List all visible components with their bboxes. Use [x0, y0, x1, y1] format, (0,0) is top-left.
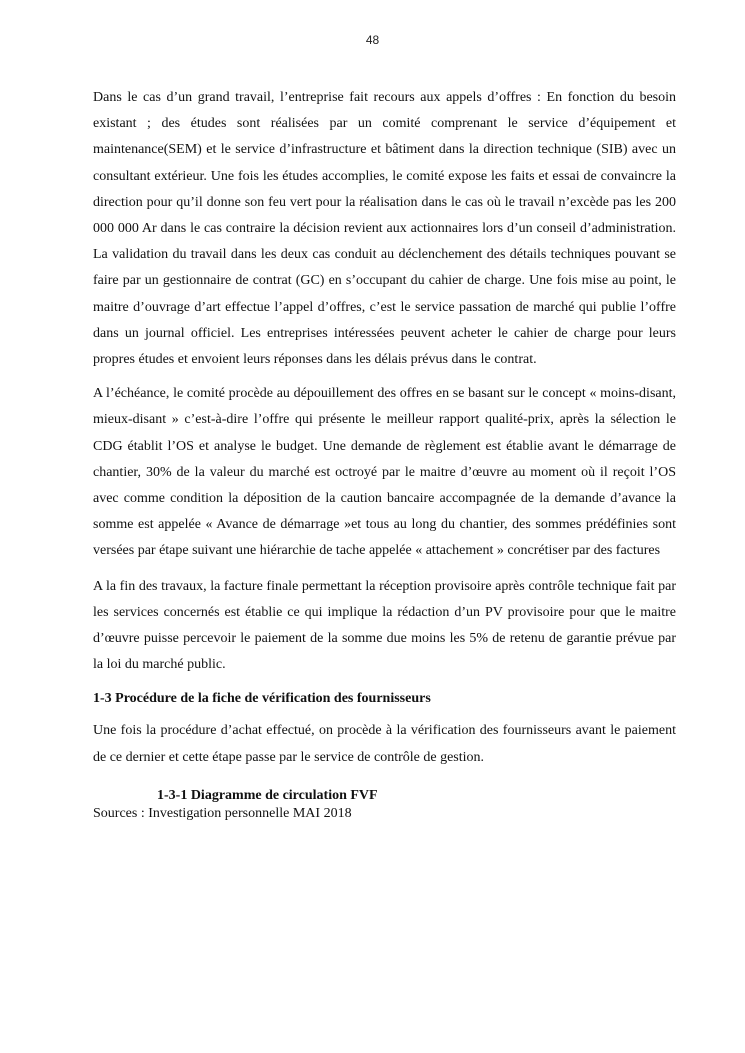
section-heading: 1-3 Procédure de la fiche de vérification des fournisseurs — [93, 691, 431, 707]
document-body — [93, 85, 676, 823]
source-note: Sources : Investigation personnelle MAI 2018 — [93, 805, 352, 821]
paragraph-verification: Une fois la procédure d’achat effectué, on procède à la vérification des fournisseurs avant le paiement de ce dernier et cette étape passe par le service de contrôle de gestion. — [93, 723, 676, 765]
paragraph-fin-travaux: A la fin des travaux, la facture finale permettant la réception provisoire après contrôle technique fait par les services concernés est établie ce qui implique la rédaction d’un PV provisoire pour que le maitre d’œuvre puisse percevoir le paiement de la somme due moins les 5% de retenu de garantie prévue par la loi du marché public. — [93, 578, 676, 673]
page-number: 48 — [365, 33, 380, 47]
paragraph-appels-offres: Dans le cas d’un grand travail, l’entreprise fait recours aux appels d’offres : En fonction du besoin existant ; des études sont réalisées par un comité comprenant le service d’équipement et maintenance(SEM) et le service d’infrastructure et bâtiment dans la direction technique (SIB) avec un consultant extérieur. Une fois les études accomplies, le comité expose les faits et essai de convaincre la direction pour qu’il donne son feu vert pour la réalisation dans le cas où le travail n’excède pas les 200 000 000 Ar dans le cas contraire la décision revient aux actionnaires lors d’un conseil d’administration. La validation du travail dans les deux cas conduit au déclenchement des détails techniques pouvant se faire par un gestionnaire de contrat (GC) en s’occupant du cahier de charge. Une fois mise au point, le maitre d’ouvrage d’art effectue l’appel d’offres, c’est le service passation de marché qui publie l’offre dans un journal officiel. Les entreprises intéressées peuvent acheter le cahier de charge pour leurs propres études et envoient leurs réponses dans les délais prévus dans le contrat. — [93, 90, 676, 368]
subsection-heading: 1-3-1 Diagramme de circulation FVF — [157, 787, 378, 803]
paragraph-echeance: A l’échéance, le comité procède au dépouillement des offres en se basant sur le concept « moins-disant, mieux-disant » c’est-à-dire l’offre qui présente le meilleur rapport qualité-prix, après la sélection le CDG établit l’OS et analyse le budget. Une demande de règlement est établie avant le démarrage de chantier, 30% de la valeur du marché est octroyé par le maitre d’œuvre au moment où il reçoit l’OS avec comme condition la déposition de la caution bancaire accompagnée de la demande d’avance la somme est appelée « Avance de démarrage »et tous au long du chantier, des sommes prédéfinies sont versées par étape suivant une hiérarchie de tache appelée « attachement » concrétiser par des factures — [93, 386, 676, 559]
